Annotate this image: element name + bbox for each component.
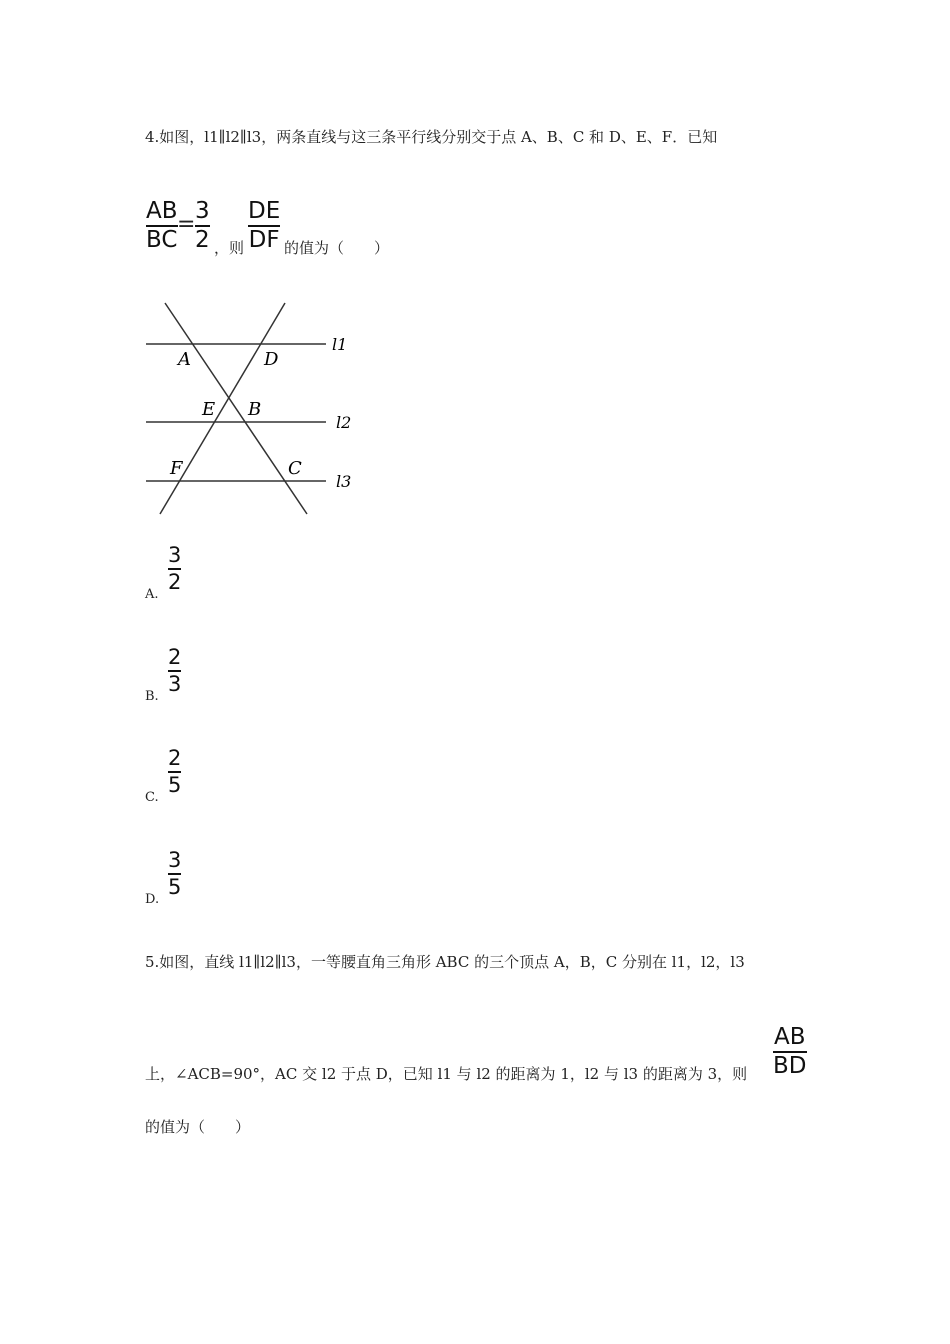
q4-asked-numerator: DE: [248, 198, 281, 224]
option-b-label: B.: [145, 689, 159, 704]
point-label-D: D: [264, 349, 279, 370]
option-d-numerator: 3: [168, 848, 182, 872]
q4-parallel-lines-figure: [140, 298, 360, 520]
point-label-F: F: [170, 458, 183, 479]
point-label-A: A: [178, 349, 191, 370]
line-label-l3: l3: [336, 472, 352, 491]
transversal-DEF: [160, 303, 285, 514]
q4-ratio-value: [195, 200, 210, 252]
option-d-label: D.: [145, 892, 160, 907]
point-label-B: B: [248, 399, 262, 420]
q4-given-denominator: BC: [146, 227, 178, 253]
option-a-fraction: [168, 545, 181, 593]
q5-asked-denominator: BD: [773, 1053, 807, 1079]
q5-stem-line2: 上，∠ACB=90°，AC 交 l2 于点 D，已知 l1 与 l2 的距离为 1，l2 与 l3 的距离为 3，则: [145, 1065, 748, 1083]
option-b-numerator: 2: [168, 645, 182, 669]
q4-given-fraction: [146, 200, 178, 252]
option-c-fraction: [168, 748, 181, 796]
line-label-l1: l1: [332, 335, 348, 354]
q4-stem-line1: 4.如图，l1∥l2∥l3，两条直线与这三条平行线分别交于点 A、B、C 和 D、E、F．已知: [145, 128, 718, 146]
option-d-fraction: [168, 850, 181, 898]
option-b-denominator: 3: [168, 672, 182, 696]
option-c-denominator: 5: [168, 773, 182, 797]
line-label-l2: l2: [336, 413, 352, 432]
option-d-denominator: 5: [168, 875, 182, 899]
q4-ratio-denominator: 2: [195, 227, 210, 253]
option-c-label: C.: [145, 790, 159, 805]
q4-stem-tail: 的值为（ ）: [284, 239, 390, 257]
q4-equals-sign: =: [177, 212, 196, 237]
option-a-numerator: 3: [168, 543, 182, 567]
q4-asked-denominator: DF: [248, 227, 280, 253]
q4-ratio-numerator: 3: [195, 198, 210, 224]
q5-asked-fraction: [773, 1026, 807, 1078]
option-a-denominator: 2: [168, 570, 182, 594]
q5-stem-line1: 5.如图，直线 l1∥l2∥l3，一等腰直角三角形 ABC 的三个顶点 A，B，C 分别在 l1，l2，l3: [145, 953, 745, 971]
option-b-fraction: [168, 647, 181, 695]
q4-asked-fraction: [248, 200, 280, 252]
point-label-C: C: [288, 458, 302, 479]
transversal-ABC: [165, 303, 307, 514]
q5-stem-line3: 的值为（ ）: [145, 1118, 251, 1136]
q4-given-numerator: AB: [146, 198, 178, 224]
option-c-numerator: 2: [168, 746, 182, 770]
point-label-E: E: [202, 399, 216, 420]
q5-asked-numerator: AB: [773, 1024, 806, 1050]
q4-stem-connector: ，则: [214, 239, 245, 257]
option-a-label: A.: [145, 587, 159, 602]
